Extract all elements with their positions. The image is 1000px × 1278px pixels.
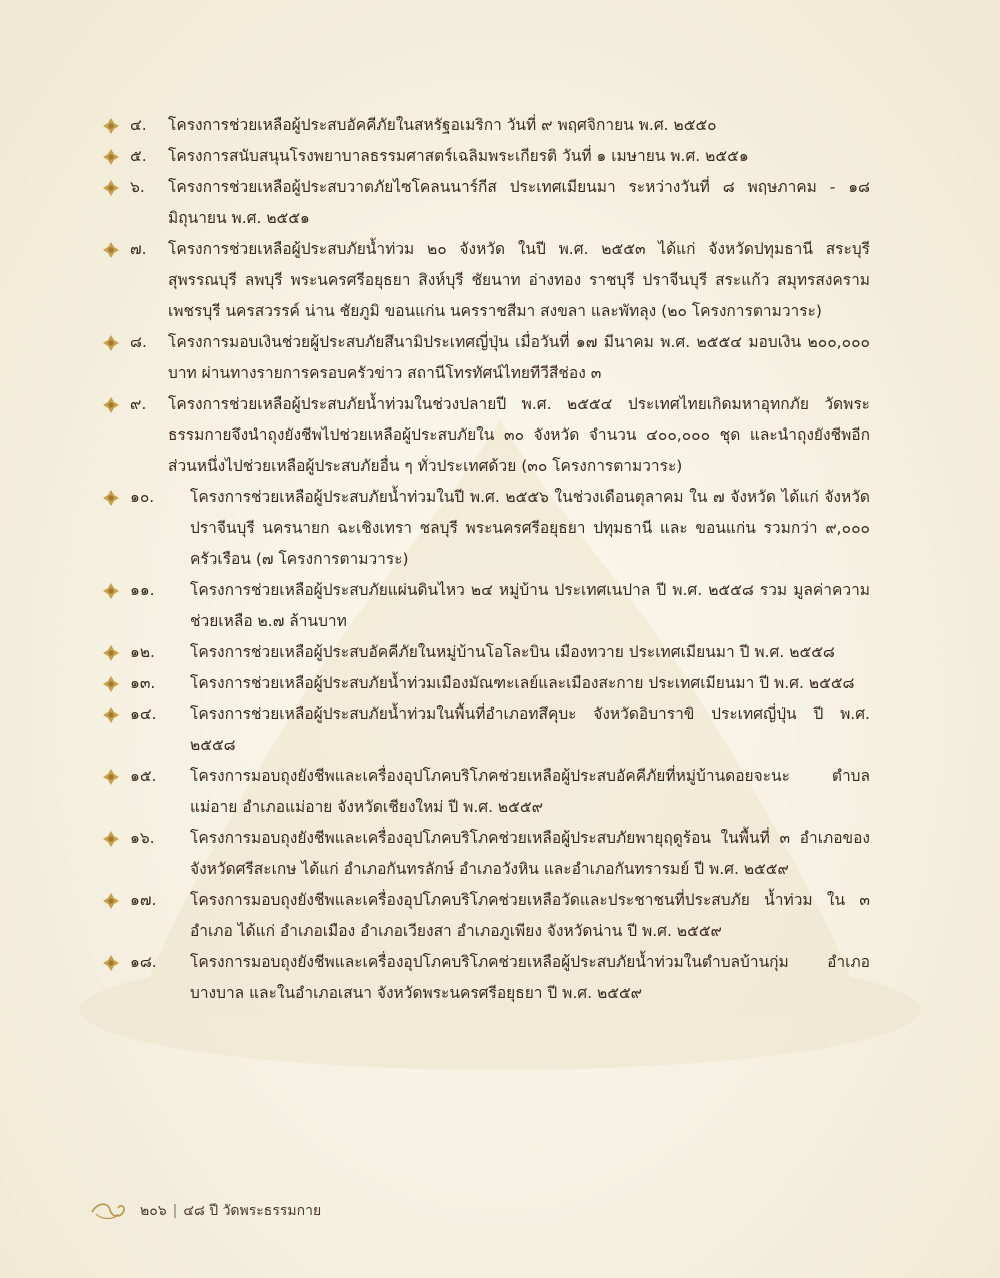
list-item <box>130 761 870 823</box>
item-number: ๑๕. <box>130 767 157 785</box>
footer-separator: | <box>172 1203 178 1219</box>
gold-diamond-flower-icon <box>102 644 120 662</box>
list-item <box>130 141 870 172</box>
swirl-ornament-icon <box>90 1200 132 1222</box>
gold-diamond-flower-icon <box>102 148 120 166</box>
gold-diamond-flower-icon <box>102 830 120 848</box>
item-number: ๑๗. <box>130 891 157 909</box>
item-text: โครงการช่วยเหลือผู้ประสบภัยน้ำท่วมในปี พ.ศ. ๒๕๕๖ ในช่วงเดือนตุลาคม ใน ๗ จังหวัด ได้แก่ จังหวัดปราจีนบุรี นครนายก ฉะเชิงเทรา ชลบุรี พระนครศรีอยุธยา ปทุมธานี และ ขอนแก่น รวมกว่า ๙,๐๐๐ ครัวเรือน (๗ โครงการตามวาระ) <box>190 488 870 568</box>
list-item <box>130 172 870 234</box>
item-text: โครงการช่วยเหลือผู้ประสบภัยน้ำท่วมเมืองมัณฑะเลย์และเมืองสะกาย ประเทศเมียนมา ปี พ.ศ. ๒๕๕๘ <box>190 674 855 692</box>
page-number: ๒๐๖ <box>140 1203 167 1219</box>
item-text: โครงการมอบถุงยังชีพและเครื่องอุปโภคบริโภคช่วยเหลือผู้ประสบภัยน้ำท่วมในตำบลบ้านกุ่ม อำเภอบางบาล และในอำเภอเสนา จังหวัดพระนครศรีอยุธยา ปี พ.ศ. ๒๕๕๙ <box>190 953 870 1002</box>
item-number: ๑๑. <box>130 581 155 599</box>
item-text: โครงการมอบถุงยังชีพและเครื่องอุปโภคบริโภคช่วยเหลือวัดและประชาชนที่ประสบภัย น้ำท่วม ใน ๓ อำเภอ ได้แก่ อำเภอเมือง อำเภอเวียงสา อำเภอภูเพียง จังหวัดน่าน ปี พ.ศ. ๒๕๕๙ <box>190 891 870 940</box>
item-text: โครงการช่วยเหลือผู้ประสบอัคคีภัยในสหรัฐอเมริกา วันที่ ๙ พฤศจิกายน พ.ศ. ๒๕๕๐ <box>168 116 717 134</box>
item-number: ๑๓. <box>130 674 156 692</box>
gold-diamond-flower-icon <box>102 396 120 414</box>
item-text: โครงการมอบถุงยังชีพและเครื่องอุปโภคบริโภคช่วยเหลือผู้ประสบภัยพายุฤดูร้อน ในพื้นที่ ๓ อำเภอของจังหวัดศรีสะเกษ ได้แก่ อำเภอกันทรลักษ์ อำเภอวังหิน และอำเภอกันทรารมย์ ปี พ.ศ. ๒๕๕๙ <box>190 829 870 878</box>
item-number: ๑๖. <box>130 829 155 847</box>
list-item <box>130 885 870 947</box>
list-item <box>130 575 870 637</box>
item-number: ๗. <box>130 240 147 258</box>
gold-diamond-flower-icon <box>102 117 120 135</box>
item-text: โครงการช่วยเหลือผู้ประสบวาตภัยไซโคลนนาร์กีส ประเทศเมียนมา ระหว่างวันที่ ๘ พฤษภาคม - ๑๘ มิถุนายน พ.ศ. ๒๕๕๑ <box>168 178 870 227</box>
gold-diamond-flower-icon <box>102 334 120 352</box>
gold-diamond-flower-icon <box>102 241 120 259</box>
gold-diamond-flower-icon <box>102 768 120 786</box>
item-text: โครงการช่วยเหลือผู้ประสบอัคคีภัยในหมู่บ้านโอโละบิน เมืองทวาย ประเทศเมียนมา ปี พ.ศ. ๒๕๕๘ <box>190 643 835 661</box>
list-item <box>130 823 870 885</box>
list-item <box>130 234 870 327</box>
list-item <box>130 389 870 482</box>
item-text: โครงการช่วยเหลือผู้ประสบภัยแผ่นดินไหว ๒๔ หมู่บ้าน ประเทศเนปาล ปี พ.ศ. ๒๕๕๘ รวม มูลค่าความช่วยเหลือ ๒.๗ ล้านบาท <box>190 581 870 630</box>
item-number: ๑๐. <box>130 488 155 506</box>
list-item <box>130 699 870 761</box>
item-number: ๙. <box>130 395 147 413</box>
gold-diamond-flower-icon <box>102 706 120 724</box>
list-item <box>130 110 870 141</box>
page-footer <box>90 1196 321 1226</box>
item-text: โครงการมอบเงินช่วยผู้ประสบภัยสึนามิประเทศญี่ปุ่น เมื่อวันที่ ๑๗ มีนาคม พ.ศ. ๒๕๕๔ มอบเงิน ๒๐๐,๐๐๐ บาท ผ่านทางรายการครอบครัวข่าว สถานีโทรทัศน์ไทยทีวีสีช่อง ๓ <box>168 333 870 382</box>
project-list <box>130 110 870 1009</box>
list-item <box>130 637 870 668</box>
item-number: ๑๒. <box>130 643 155 661</box>
item-number: ๑๔. <box>130 705 157 723</box>
gold-diamond-flower-icon <box>102 179 120 197</box>
item-text: โครงการช่วยเหลือผู้ประสบภัยน้ำท่วมในพื้นที่อำเภอทสึคุบะ จังหวัดอิบาราขิ ประเทศญี่ปุ่น ปี พ.ศ. ๒๕๕๘ <box>190 705 870 754</box>
list-item <box>130 327 870 389</box>
item-number: ๕. <box>130 147 147 165</box>
item-number: ๑๘. <box>130 953 157 971</box>
item-number: ๔. <box>130 116 147 134</box>
item-text: โครงการช่วยเหลือผู้ประสบภัยน้ำท่วมในช่วงปลายปี พ.ศ. ๒๕๕๔ ประเทศไทยเกิดมหาอุทกภัย วัดพระธรรมกายจึงนำถุงยังชีพไปช่วยเหลือผู้ประสบภัยใน ๓๐ จังหวัด จำนวน ๔๐๐,๐๐๐ ชุด และนำถุงยังชีพอีกส่วนหนึ่งไปช่วยเหลือผู้ประสบภัยอื่น ๆ ทั่วประเทศด้วย (๓๐ โครงการตามวาระ) <box>168 395 870 475</box>
gold-diamond-flower-icon <box>102 954 120 972</box>
item-text: โครงการช่วยเหลือผู้ประสบภัยน้ำท่วม ๒๐ จังหวัด ในปี พ.ศ. ๒๕๕๓ ได้แก่ จังหวัดปทุมธานี สระบุรี สุพรรณบุรี ลพบุรี พระนครศรีอยุธยา สิงห์บุรี ชัยนาท อ่างทอง ราชบุรี ปราจีนบุรี สระแก้ว สมุทรสงคราม เพชรบุรี นครสวรรค์ น่าน ชัยภูมิ ขอนแก่น นครราชสีมา สงขลา และพัทลุง (๒๐ โครงการตามวาระ) <box>168 240 870 320</box>
item-number: ๖. <box>130 178 145 196</box>
list-item <box>130 947 870 1009</box>
item-text: โครงการมอบถุงยังชีพและเครื่องอุปโภคบริโภคช่วยเหลือผู้ประสบอัคคีภัยที่หมู่บ้านดอยจะนะ ตำบลแม่อาย อำเภอแม่อาย จังหวัดเชียงใหม่ ปี พ.ศ. ๒๕๕๙ <box>190 767 870 816</box>
list-item <box>130 482 870 575</box>
gold-diamond-flower-icon <box>102 675 120 693</box>
list-item <box>130 668 870 699</box>
gold-diamond-flower-icon <box>102 489 120 507</box>
gold-diamond-flower-icon <box>102 892 120 910</box>
gold-diamond-flower-icon <box>102 582 120 600</box>
item-text: โครงการสนับสนุนโรงพยาบาลธรรมศาสตร์เฉลิมพระเกียรติ วันที่ ๑ เมษายน พ.ศ. ๒๕๕๑ <box>168 147 749 165</box>
item-number: ๘. <box>130 333 147 351</box>
book-title: ๔๘ ปี วัดพระธรรมกาย <box>183 1203 322 1219</box>
